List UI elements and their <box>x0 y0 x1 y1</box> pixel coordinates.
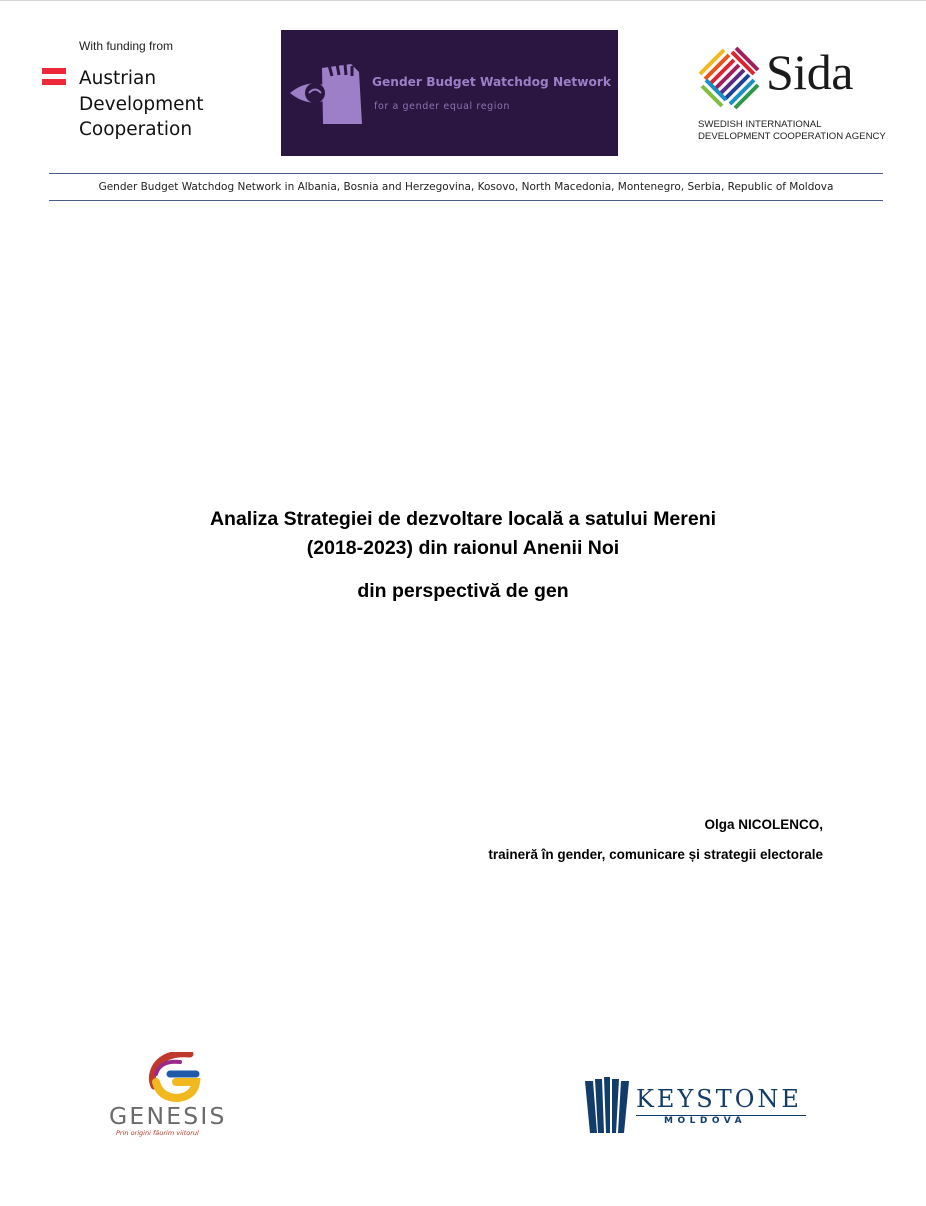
austrian-agency-name <box>79 66 204 143</box>
sida-logo <box>696 44 896 144</box>
network-countries-line: Gender Budget Watchdog Network in Albania, Bosnia and Herzegovina, Kosovo, North Macedonia, Montenegro, Serbia, Republic of Moldova <box>98 181 834 193</box>
sida-wordmark: Sida <box>766 44 853 100</box>
genesis-tagline: Prin origini făurim viitorul <box>116 1129 199 1137</box>
author-role: traineră în gender, comunicare și strategii electorale <box>488 847 823 862</box>
document-title-line: din perspectivă de gen <box>357 580 569 602</box>
gbwn-logo <box>281 30 618 156</box>
sida-agency-line: SWEDISH INTERNATIONAL <box>698 119 822 130</box>
sida-agency-name <box>698 119 886 142</box>
author-name: Olga NICOLENCO, <box>704 817 823 832</box>
austrian-development-cooperation-logo <box>40 36 210 140</box>
keystone-wordmark: KEYSTONE <box>636 1085 802 1113</box>
funding-label: With funding from <box>79 39 174 53</box>
keystone-arch-icon <box>583 1077 631 1133</box>
sida-agency-line: DEVELOPMENT COOPERATION AGENCY <box>698 130 886 142</box>
header-divider-bottom <box>49 200 883 201</box>
genesis-wordmark: GENESIS <box>109 1102 227 1130</box>
genesis-g-icon <box>146 1052 204 1102</box>
austrian-flag-icon <box>42 68 66 85</box>
austrian-name-line: Austrian <box>79 68 157 89</box>
genesis-logo <box>106 1052 246 1142</box>
keystone-moldova-logo <box>583 1077 813 1137</box>
gbwn-title: Gender Budget Watchdog Network <box>372 75 612 89</box>
austrian-name-line: Cooperation <box>79 119 193 140</box>
sida-weave-icon <box>696 46 760 110</box>
document-title-line: (2018-2023) din raionul Anenii Noi <box>306 537 620 559</box>
top-rule <box>0 0 926 1</box>
eye-icon <box>289 62 369 124</box>
header-divider-top <box>49 173 883 174</box>
austrian-name-line: Development <box>79 93 204 115</box>
gbwn-subtitle: for a gender equal region <box>374 101 511 112</box>
document-title-line: Analiza Strategiei de dezvoltare locală a satului Mereni <box>209 508 717 530</box>
keystone-sub: MOLDOVA <box>664 1116 747 1126</box>
